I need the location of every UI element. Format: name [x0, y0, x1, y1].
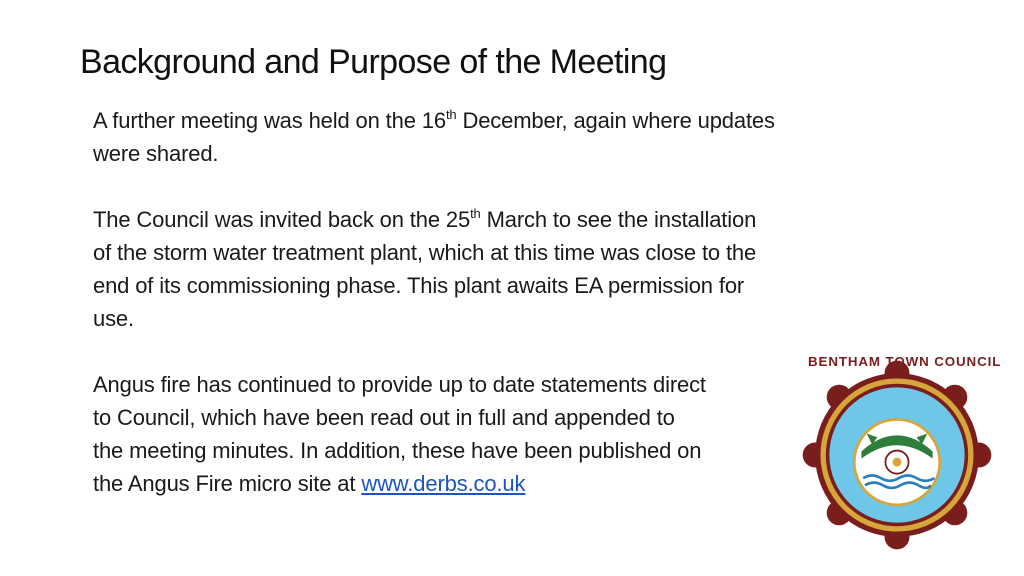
paragraph-angus-fire	[93, 368, 913, 500]
text: December, again where updates	[456, 108, 775, 133]
text: the Angus Fire micro site at	[93, 471, 362, 496]
crest-lettering: BENTHAM TOWN COUNCIL	[808, 354, 1002, 369]
paragraph-council-visit	[93, 203, 913, 335]
text: A further meeting was held on the 16	[93, 108, 446, 133]
text: The Council was invited back on the 25	[93, 207, 471, 232]
text: end of its commissioning phase. This plant awaits EA permission for	[93, 273, 745, 298]
text: Angus fire has continued to provide up to date statements direct	[93, 372, 706, 397]
text: were shared.	[93, 141, 219, 166]
superscript: th	[470, 206, 481, 221]
slide-body	[93, 104, 913, 500]
superscript: th	[445, 107, 457, 122]
slide-title: Background and Purpose of the Meeting	[80, 43, 667, 81]
paragraph-meeting-update	[93, 104, 913, 170]
text: March to see the installation	[480, 207, 757, 232]
derbs-link[interactable]: www.derbs.co.uk	[361, 471, 526, 496]
text: of the storm water treatment plant, which at this time was close to the	[93, 240, 757, 265]
text: to Council, which have been read out in full and appended to	[93, 405, 675, 430]
council-crest-icon	[808, 354, 1002, 544]
crest-inner	[854, 419, 939, 504]
text: use.	[93, 306, 134, 331]
text: the meeting minutes. In addition, these have been published on	[93, 438, 702, 463]
